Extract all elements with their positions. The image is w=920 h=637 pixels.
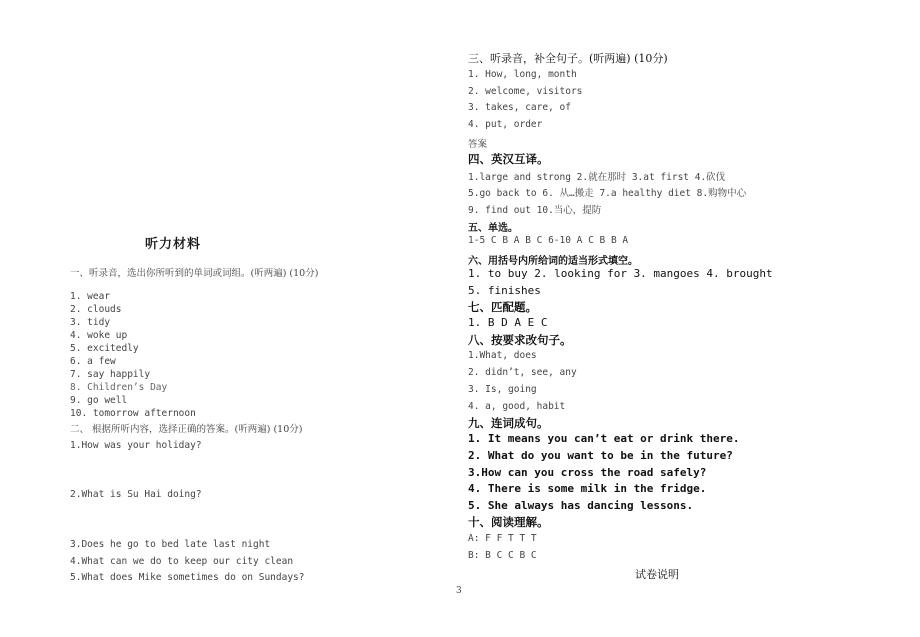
- section-10-heading: 十、阅读理解。: [468, 515, 549, 529]
- section-3-heading: 三、听录音，补全句子。(听两遍) (10分): [468, 52, 668, 65]
- answer-line: B: B C C B C: [468, 550, 537, 561]
- answers-label: 答案: [468, 139, 488, 150]
- list-item: 5. excitedly: [70, 343, 139, 354]
- answer-line: A: F F T T T: [468, 533, 537, 544]
- question-1: 1.How was your holiday?: [70, 440, 202, 451]
- answer-line: 1.large and strong 2.就在那时 3.at first 4.砍伐: [468, 172, 726, 183]
- section-4-heading: 四、英汉互译。: [468, 152, 549, 166]
- list-item: 1. How, long, month: [468, 69, 577, 80]
- list-item: 6. a few: [70, 356, 116, 367]
- list-item: 1. wear: [70, 291, 111, 302]
- page-title: 听力材料: [145, 237, 202, 252]
- list-item: 3. Is, going: [468, 384, 537, 395]
- list-item: 2. What do you want to be in the future?: [468, 449, 733, 462]
- section-7-heading: 七、匹配题。: [468, 300, 537, 314]
- list-item: 8. Children’s Day: [70, 382, 168, 393]
- list-item: 4. put, order: [468, 119, 543, 130]
- question-3: 3.Does he go to bed late last night: [70, 539, 271, 550]
- answer-line: 1. B D A E C: [468, 316, 548, 329]
- section-9-heading: 九、连词成句。: [468, 416, 549, 430]
- footer-note: 试卷说明: [635, 568, 679, 581]
- list-item: 3.How can you cross the road safely?: [468, 466, 707, 479]
- answer-line: 9. find out 10.当心，提防: [468, 205, 602, 216]
- list-item: 1.What, does: [468, 350, 537, 361]
- answer-line: 1. to buy 2. looking for 3. mangoes 4. brought: [468, 267, 773, 280]
- list-item: 1. It means you can’t eat or drink there.: [468, 432, 740, 445]
- section-2-heading: 二、 根据所听内容，选择正确的答案。(听两遍) (10分): [70, 424, 303, 435]
- section-5-heading: 五、单选。: [468, 223, 518, 234]
- section-8-heading: 八、按要求改句子。: [468, 333, 572, 347]
- list-item: 4. a, good, habit: [468, 401, 566, 412]
- answer-line: 5. finishes: [468, 284, 541, 297]
- list-item: 9. go well: [70, 395, 128, 406]
- section-6-heading: 六、用括号内所给词的适当形式填空。: [468, 256, 638, 267]
- answer-line: 5.go back to 6. 从…搬走 7.a healthy diet 8.购物中心: [468, 188, 747, 199]
- list-item: 4. woke up: [70, 330, 128, 341]
- list-item: 7. say happily: [70, 369, 151, 380]
- list-item: 5. She always has dancing lessons.: [468, 499, 694, 512]
- answer-line: 1-5 C B A B C 6-10 A C B B A: [468, 235, 629, 246]
- question-2: 2.What is Su Hai doing?: [70, 489, 202, 500]
- list-item: 4. There is some milk in the fridge.: [468, 482, 707, 495]
- question-5: 5.What does Mike sometimes do on Sundays?: [70, 572, 305, 583]
- question-4: 4.What can we do to keep our city clean: [70, 556, 294, 567]
- list-item: 2. clouds: [70, 304, 122, 315]
- page-number: 3: [456, 586, 462, 596]
- list-item: 3. tidy: [70, 317, 111, 328]
- list-item: 2. didn’t, see, any: [468, 367, 577, 378]
- section-1-heading: 一、听录音，选出你所听到的单词或词组。(听两遍) (10分): [70, 268, 319, 279]
- list-item: 3. takes, care, of: [468, 102, 571, 113]
- list-item: 10. tomorrow afternoon: [70, 408, 196, 419]
- list-item: 2. welcome, visitors: [468, 86, 583, 97]
